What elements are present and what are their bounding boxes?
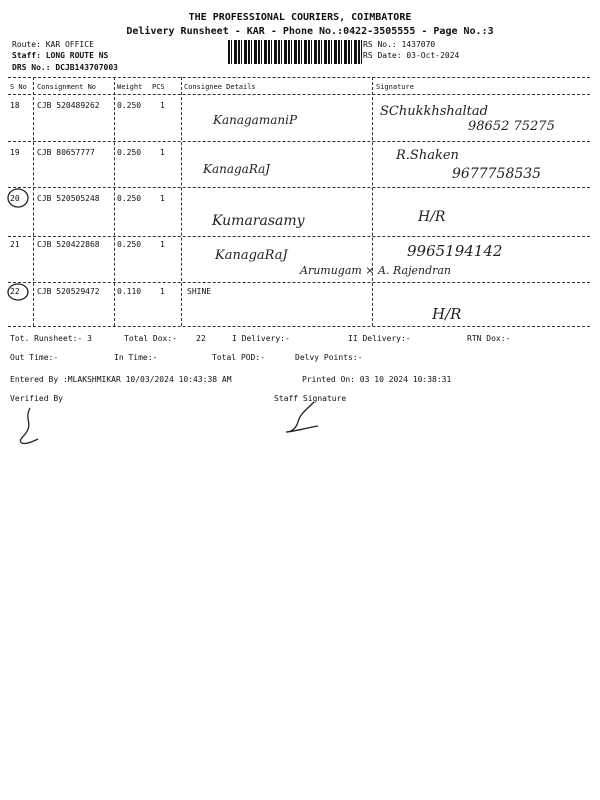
row-pcs: 1 [160, 194, 165, 203]
printed-on: Printed On: 03 10 2024 10:38:31 [302, 375, 452, 384]
in-time: In Time:- [114, 353, 158, 362]
drs-number: DRS No.: DCJB143707003 [12, 63, 118, 72]
row-pcs: 1 [160, 287, 165, 296]
staff-label: Staff: LONG ROUTE NS [12, 51, 109, 60]
table-header-rule [8, 94, 590, 95]
row-divider [8, 282, 590, 283]
handwritten-consignee: KanagaRaJ [203, 162, 271, 176]
row-consignee-details: SHINE [187, 287, 212, 296]
handwritten-signature: R.Shaken [396, 148, 459, 163]
verified-by: Verified By [10, 394, 63, 403]
row-consignment: CJB 520505248 [37, 194, 100, 203]
row-weight: 0.250 [117, 240, 142, 249]
row-sno: 21 [10, 240, 20, 249]
handwritten-note: Arumugam × A. Rajendran [300, 264, 452, 277]
row-pcs: 1 [160, 148, 165, 157]
total-pod: Total POD:- [212, 353, 265, 362]
route-label: Route: KAR OFFICE [12, 40, 94, 49]
row-weight: 0.250 [117, 101, 142, 110]
col-divider [114, 77, 115, 326]
row-pcs: 1 [160, 101, 165, 110]
staff-signature-label: Staff Signature [274, 394, 347, 403]
total-runsheet: Tot. Runsheet:- 3 [10, 334, 92, 343]
handwritten-consignee: Kumarasamy [212, 213, 305, 229]
row-divider [8, 187, 590, 188]
row-weight: 0.250 [117, 194, 142, 203]
delvy-points: Delvy Points:- [295, 353, 363, 362]
row-consignment: CJB 80657777 [37, 148, 95, 157]
row-weight: 0.250 [117, 148, 142, 157]
total-dox-label: Total Dox:- [124, 334, 177, 343]
handwritten-consignee: KanagamaniP [213, 113, 298, 127]
staff-signature-mark [280, 398, 324, 438]
col-header-consignee: Consignee Details [184, 83, 256, 91]
col-header-consignment: Consignment No [37, 83, 97, 91]
company-title: THE PROFESSIONAL COURIERS, COIMBATORE [188, 12, 412, 23]
row-divider [8, 236, 590, 237]
col-divider [33, 77, 34, 326]
handwritten-signature: SChukkhshaltad [380, 104, 488, 119]
rtn-dox: RTN Dox:- [467, 334, 511, 343]
handwritten-phone: 9677758535 [452, 166, 542, 182]
row-consignment: CJB 520529472 [37, 287, 100, 296]
handwritten-consignee: KanagaRaJ [215, 248, 288, 263]
table-bottom-rule [8, 326, 590, 327]
handwritten-signature: H/R [432, 305, 462, 323]
col-divider [372, 77, 373, 326]
col-header-pcs: PCS [152, 83, 165, 91]
col-header-weight: Weight [117, 83, 143, 91]
handwritten-signature: H/R [418, 209, 446, 225]
row-sno: 18 [10, 101, 20, 110]
row-weight: 0.110 [117, 287, 142, 296]
col-header-sno: S No [10, 83, 27, 91]
row-sno: 22 [10, 287, 20, 296]
table-top-rule [8, 77, 590, 78]
i-delivery: I Delivery:- [232, 334, 290, 343]
out-time: Out Time:- [10, 353, 59, 362]
rs-date: RS Date: 03-Oct-2024 [363, 51, 460, 60]
row-consignment: CJB 520422868 [37, 240, 100, 249]
row-consignment: CJB 520489262 [37, 101, 100, 110]
col-header-signature: Signature [376, 83, 414, 91]
col-divider [181, 77, 182, 326]
runsheet-title: Delivery Runsheet - KAR - Phone No.:0422-3505555 - Page No.:3 [126, 26, 494, 37]
handwritten-phone: 98652 75275 [468, 119, 555, 134]
total-dox-value: 22 [196, 334, 206, 343]
rs-number: RS No.: 1437070 [363, 40, 436, 49]
entered-by: Entered By :MLAKSHMIKAR 10/03/2024 10:43:38 AM [10, 375, 232, 384]
row-sno: 20 [10, 194, 20, 203]
ii-delivery: II Delivery:- [348, 334, 411, 343]
barcode [228, 40, 364, 64]
row-divider [8, 141, 590, 142]
row-pcs: 1 [160, 240, 165, 249]
verified-signature-mark [14, 405, 44, 447]
handwritten-signature: 9965194142 [407, 242, 503, 260]
row-sno: 19 [10, 148, 20, 157]
